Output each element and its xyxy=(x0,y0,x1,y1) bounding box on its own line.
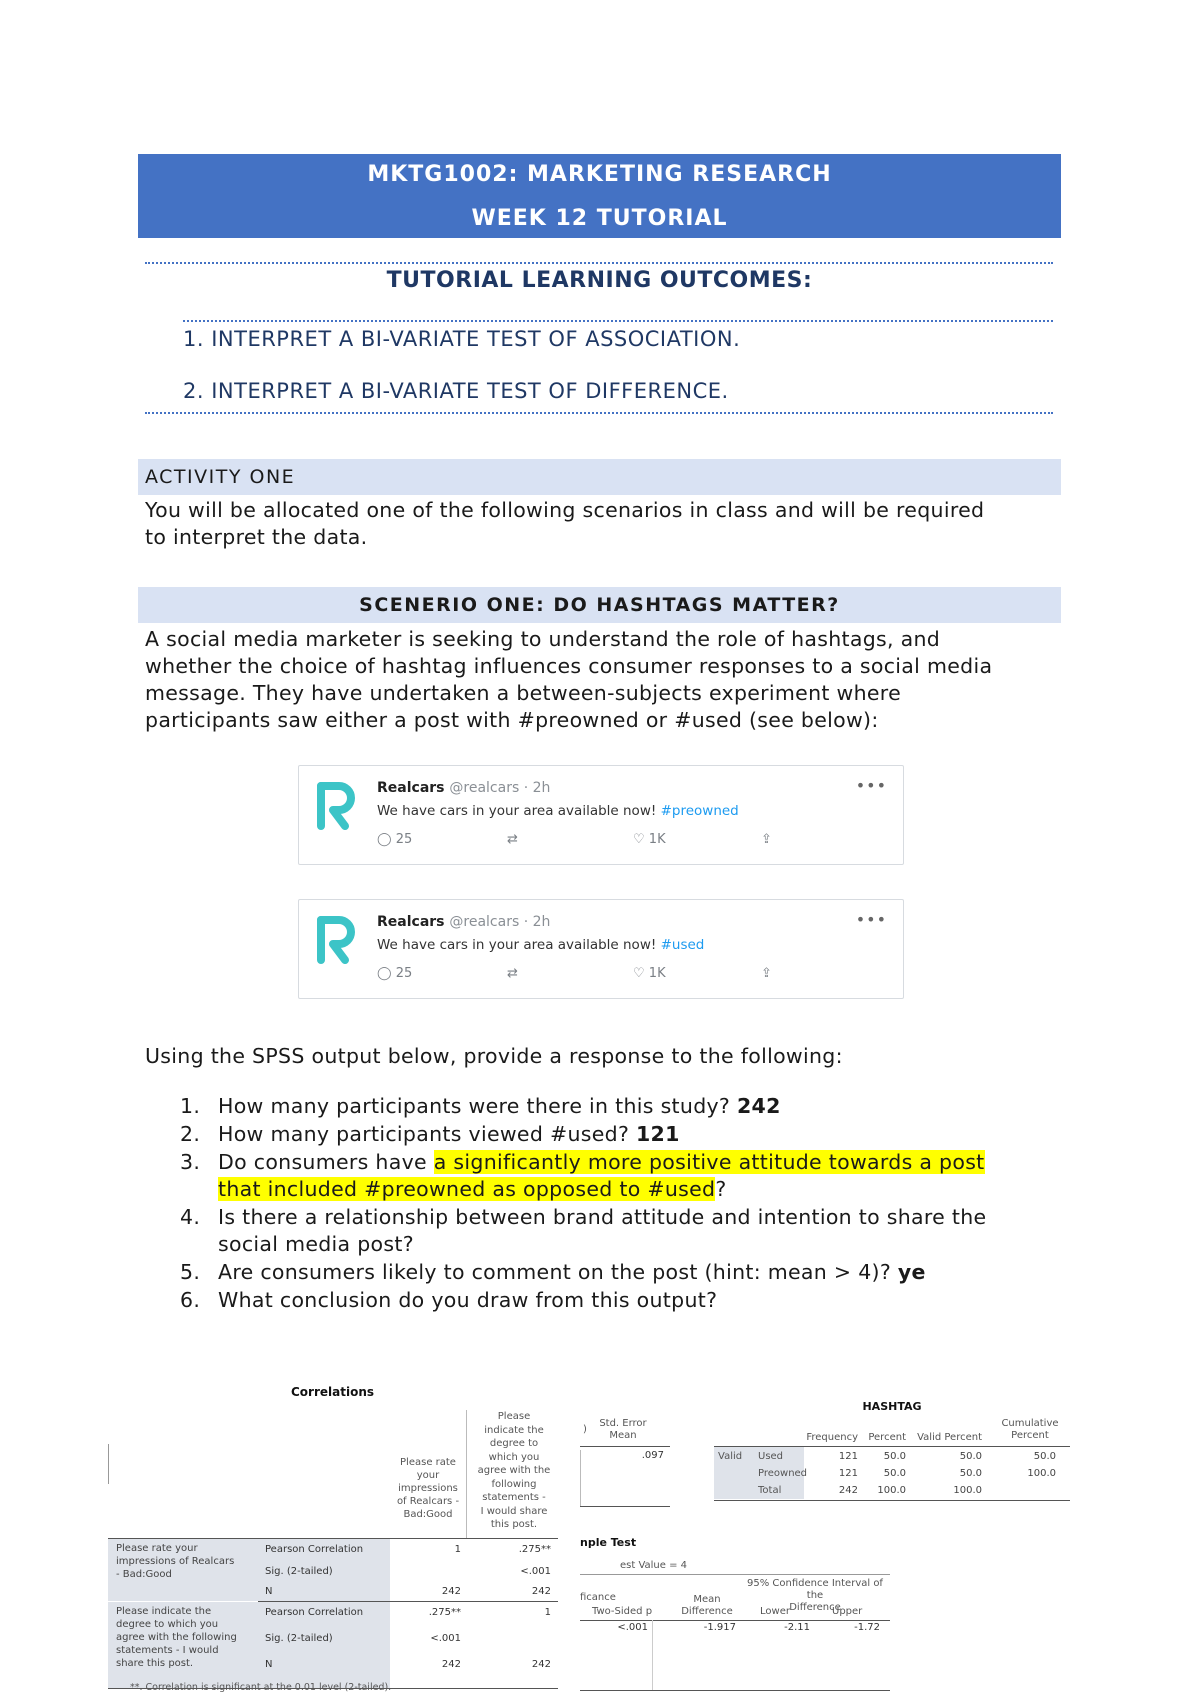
tweet-author: Realcars @realcars · 2h xyxy=(377,914,551,930)
table-cell: 242 xyxy=(838,1485,858,1496)
column-header: Upper xyxy=(832,1606,863,1617)
table-cell: .097 xyxy=(641,1450,664,1461)
tweet-author: Realcars @realcars · 2h xyxy=(377,780,551,796)
correlations-table xyxy=(108,1380,558,1696)
table-cell: -1.917 xyxy=(703,1622,736,1633)
like-icon[interactable]: ♡ 1K xyxy=(633,966,666,981)
table-cell: 1 xyxy=(454,1544,461,1555)
stat-label: N xyxy=(265,1586,273,1597)
column-header: Please indicate the degree to which you agree with the following statements - I would share this post. xyxy=(477,1411,551,1530)
table-rule xyxy=(580,1690,890,1691)
table-cell: 100.0 xyxy=(953,1485,982,1496)
scenario-line: A social media marketer is seeking to understand the role of hashtags, and xyxy=(145,627,941,651)
table-cell: 242 xyxy=(531,1659,551,1670)
row-label: Total xyxy=(758,1485,782,1496)
column-header: ficance xyxy=(580,1592,616,1603)
hashtag-title: HASHTAG xyxy=(862,1400,922,1413)
table-rule xyxy=(580,1450,581,1506)
column-header: Valid Percent xyxy=(917,1432,982,1443)
table-rule xyxy=(652,1620,653,1690)
table-rule xyxy=(580,1620,890,1621)
tweet-card-preowned xyxy=(298,765,904,865)
table-cell: 50.0 xyxy=(883,1468,906,1479)
column-header: Std. Error Mean xyxy=(599,1418,647,1441)
table-cell: .275** xyxy=(518,1544,551,1555)
scenario-line: whether the choice of hashtag influences consumer responses to a social media xyxy=(145,654,993,678)
one-sample-test-table xyxy=(580,1536,890,1696)
column-header: Mean Difference xyxy=(681,1594,733,1617)
scenario-line: message. They have undertaken a between-subjects experiment where xyxy=(145,681,901,705)
column-header: 95% Confidence Interval of the Difference xyxy=(747,1578,883,1613)
divider xyxy=(183,320,1053,322)
stat-label: Pearson Correlation xyxy=(265,1607,364,1618)
table-cell: 50.0 xyxy=(1033,1451,1056,1462)
tweet-text: We have cars in your area available now! #used xyxy=(377,937,705,953)
realcars-logo-icon xyxy=(315,914,359,964)
scenario-line: participants saw either a post with #preowned or #used (see below): xyxy=(145,708,879,732)
activity-heading: ACTIVITY ONE xyxy=(145,466,296,488)
tweet-card-used xyxy=(298,899,904,999)
table-cell: <.001 xyxy=(430,1633,461,1644)
retweet-icon[interactable]: ⇄ xyxy=(507,832,518,847)
question-item: 4. Is there a relationship between brand attitude and intention to share the social media post? xyxy=(180,1205,987,1256)
row-header: Please rate your impressions of Realcars - Bad:Good xyxy=(116,1543,235,1580)
column-header: Two-Sided p xyxy=(592,1606,653,1617)
reply-icon[interactable]: ◯ 25 xyxy=(377,966,413,981)
table-cell: 50.0 xyxy=(959,1451,982,1462)
table-cell: .275** xyxy=(428,1607,461,1618)
table-cell: 242 xyxy=(441,1659,461,1670)
table-cell: -2.11 xyxy=(784,1622,810,1633)
realcars-logo-icon xyxy=(315,780,359,830)
week-title: WEEK 12 TUTORIAL xyxy=(471,206,728,231)
table-cell: 242 xyxy=(441,1586,461,1597)
column-header: Please rate your impressions of Realcars - Bad:Good xyxy=(396,1457,460,1520)
table-footnote: **. Correlation is significant at the 0.01 level (2-tailed). xyxy=(130,1682,392,1693)
column-header: Frequency xyxy=(806,1432,858,1443)
table-cell: <.001 xyxy=(520,1566,551,1577)
stat-label: Sig. (2-tailed) xyxy=(265,1566,333,1577)
divider xyxy=(145,412,1053,414)
table-rule xyxy=(580,1574,890,1575)
table-cell: 50.0 xyxy=(883,1451,906,1462)
retweet-icon[interactable]: ⇄ xyxy=(507,966,518,981)
highlighted-answer: a significantly more positive attitude towards a post xyxy=(433,1150,985,1174)
stat-label: Pearson Correlation xyxy=(265,1544,364,1555)
title-banner xyxy=(138,154,1061,238)
activity-text-1: You will be allocated one of the following scenarios in class and will be required xyxy=(145,498,985,522)
prompt-text: Using the SPSS output below, provide a response to the following: xyxy=(145,1044,843,1068)
course-title: MKTG1002: MARKETING RESEARCH xyxy=(367,162,832,187)
table-rule xyxy=(580,1506,670,1507)
column-header: Percent xyxy=(868,1432,906,1443)
scenario-heading: SCENERIO ONE: DO HASHTAGS MATTER? xyxy=(359,594,840,616)
table-rule xyxy=(714,1500,1070,1501)
activity-heading-bar xyxy=(138,459,1061,495)
column-header: Cumulative Percent xyxy=(1001,1418,1059,1441)
outcome-item: 2. INTERPRET A BI-VARIATE TEST OF DIFFERENCE. xyxy=(183,379,729,403)
correlations-title: Correlations xyxy=(291,1385,375,1399)
table-cell: 100.0 xyxy=(877,1485,906,1496)
divider xyxy=(145,262,1053,264)
share-icon[interactable]: ⇪ xyxy=(761,832,772,847)
row-header: Please indicate the degree to which you agree with the following statements - I would share this post. xyxy=(116,1606,237,1669)
table-cell: 50.0 xyxy=(959,1468,982,1479)
highlighted-answer: that included #preowned as opposed to #used xyxy=(218,1177,716,1201)
stat-label: N xyxy=(265,1659,273,1670)
one-sample-title: nple Test xyxy=(580,1536,637,1549)
table-cell: 100.0 xyxy=(1027,1468,1056,1479)
table-cell: 121 xyxy=(838,1468,858,1479)
column-header: Lower xyxy=(760,1606,790,1617)
stat-label: Sig. (2-tailed) xyxy=(265,1633,333,1644)
descriptives-fragment: ) Std. Error Mean .097 xyxy=(580,1410,670,1510)
activity-text-2: to interpret the data. xyxy=(145,525,368,549)
table-rule xyxy=(466,1410,467,1538)
table-cell: -1.72 xyxy=(854,1622,880,1633)
share-icon[interactable]: ⇪ xyxy=(761,966,772,981)
like-icon[interactable]: ♡ 1K xyxy=(633,832,666,847)
table-cell: 121 xyxy=(838,1451,858,1462)
question-item: 3. Do consumers have a significantly more positive attitude towards a post that included #preowned as opposed to #used? xyxy=(180,1150,985,1201)
table-rule xyxy=(580,1446,670,1447)
row-label: Used xyxy=(758,1451,784,1462)
outcomes-heading: TUTORIAL LEARNING OUTCOMES: xyxy=(386,268,813,293)
outcome-item: 1. INTERPRET A BI-VARIATE TEST OF ASSOCIATION. xyxy=(183,327,741,351)
table-cell: 1 xyxy=(544,1607,551,1618)
table-edge xyxy=(108,1444,109,1484)
table-cell: <.001 xyxy=(617,1622,648,1633)
more-options-icon[interactable]: ••• xyxy=(855,910,887,929)
more-options-icon[interactable]: ••• xyxy=(855,776,887,795)
hashtag-frequency-table xyxy=(714,1396,1070,1506)
scenario-heading-bar xyxy=(138,587,1061,623)
row-group-label: Valid xyxy=(718,1451,743,1462)
table-cell: 242 xyxy=(531,1586,551,1597)
test-value-label: est Value = 4 xyxy=(620,1560,688,1571)
reply-icon[interactable]: ◯ 25 xyxy=(377,832,413,847)
tweet-text: We have cars in your area available now! #preowned xyxy=(377,803,739,819)
row-label: Preowned xyxy=(758,1468,808,1479)
